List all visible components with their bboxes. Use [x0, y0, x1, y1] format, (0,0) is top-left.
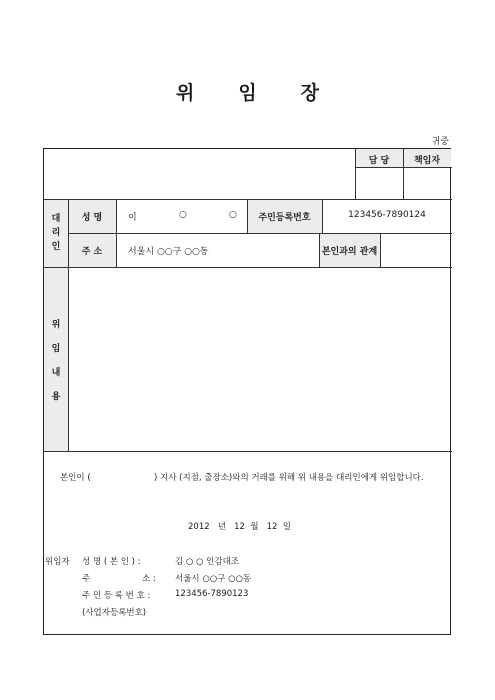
label-char: 인 [51, 242, 61, 252]
agent-address-label: 주 소 [81, 247, 103, 257]
agent-id-value: 123456-7890124 [348, 210, 426, 220]
agent-section-label [49, 212, 63, 254]
date-day: 12 [266, 522, 278, 532]
document-title [0, 78, 495, 105]
agent-address-value: 서울시 ○○구 ○○동 [128, 247, 209, 257]
delegation-section-label [49, 313, 63, 409]
title-char: 장 [300, 82, 320, 104]
approval-in-charge-label: 담 당 [368, 156, 390, 166]
agent-name-char: ○ [179, 210, 187, 220]
delegator-name-label: 성 명 ( 본 인 ) : [82, 557, 141, 567]
date-year-unit: 년 [217, 522, 226, 532]
title-char: 임 [238, 82, 257, 104]
delegator-address-label-b: 소 : [142, 574, 156, 584]
statement-prefix: 본인이 ( [60, 473, 91, 483]
delegator-id-value: 123456-7890123 [175, 589, 249, 599]
recipient-label: 귀중 [431, 137, 449, 147]
statement-suffix: ) 지사 (지점, 출장소)와의 거래를 위해 위 내용을 대리인에게 위임합니다. [154, 473, 424, 483]
agent-name-char: ○ [229, 210, 237, 220]
delegator-biz-label: (사업자등록번호) [82, 608, 147, 618]
date-line [188, 520, 291, 532]
delegator-id-label: 주 민 등 록 번 호 : [82, 591, 151, 601]
title-char: 위 [175, 82, 195, 104]
date-month: 12 [234, 522, 245, 532]
delegator-address-label-a: 주 [82, 574, 91, 584]
delegator-name-value: 김 ○ ○ 인감대조 [175, 557, 239, 567]
date-year: 2012 [188, 522, 210, 532]
agent-id-label: 주민등록번호 [258, 213, 311, 223]
agent-name-surname: 이 [128, 213, 137, 223]
label-char: 대 [51, 214, 61, 224]
agent-name-label: 성 명 [81, 213, 103, 223]
label-char: 리 [51, 228, 61, 238]
label-char: 임 [51, 344, 61, 354]
delegator-heading: 위임자 [45, 557, 70, 567]
date-day-unit: 일 [282, 522, 292, 532]
label-char: 용 [51, 392, 61, 402]
approval-manager-label: 책임자 [413, 156, 441, 166]
label-char: 위 [51, 320, 61, 330]
delegator-address-value: 서울시 ○○구 ○○동 [175, 574, 252, 584]
label-char: 내 [51, 368, 61, 378]
form-frame [43, 148, 451, 635]
date-month-unit: 월 [250, 522, 259, 532]
agent-relation-label: 본인과의 관계 [321, 247, 378, 257]
